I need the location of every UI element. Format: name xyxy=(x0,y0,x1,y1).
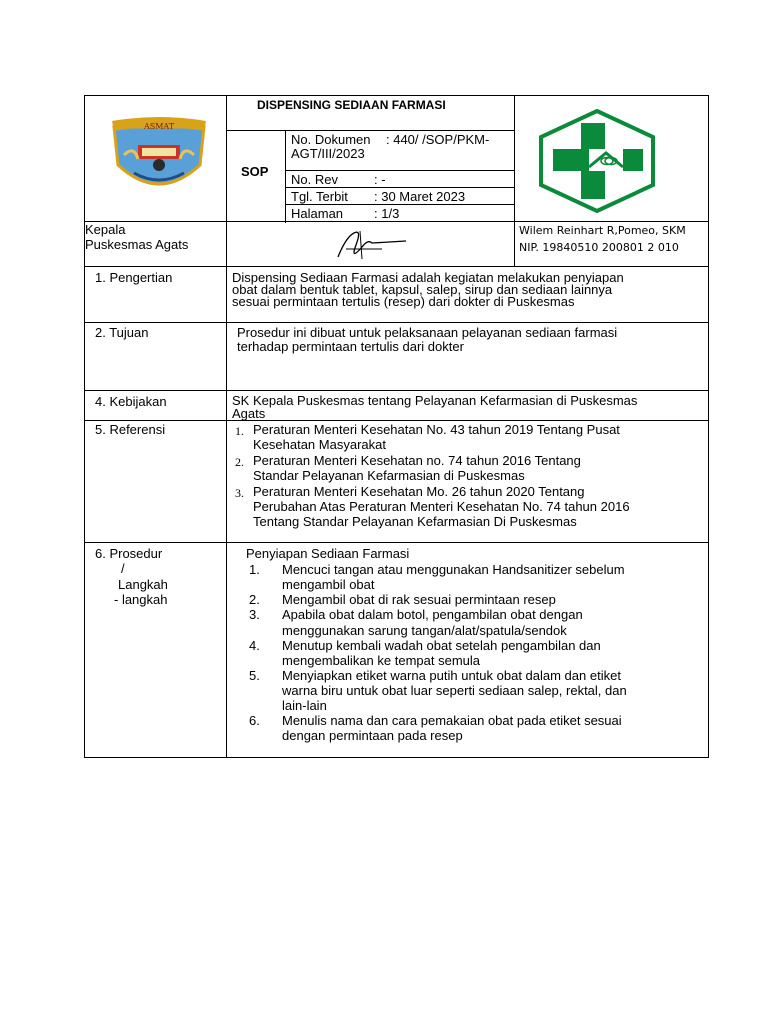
no-dokumen-value: : 440/ /SOP/PKM- xyxy=(386,132,490,147)
referensi-number: 1. xyxy=(235,424,244,438)
step-number: 6. xyxy=(249,713,260,728)
pengertian-line: sesuai permintaan tertulis (resep) dari dokter di Puskesmas xyxy=(232,294,575,309)
step-line: mengembalikan ke tempat semula xyxy=(282,653,480,668)
step-line: Menyiapkan etiket warna putih untuk obat dalam dan etiket xyxy=(282,668,621,683)
sop-document xyxy=(84,95,709,758)
kebijakan-label: 4. Kebijakan xyxy=(95,394,167,409)
referensi-number: 3. xyxy=(235,486,244,500)
signer-name: Wilem Reinhart R,Pomeo, SKM xyxy=(519,224,686,237)
kebijakan-line: Agats xyxy=(232,406,266,421)
step-line: lain-lain xyxy=(282,698,327,713)
prosedur-label: 6. Prosedur xyxy=(95,546,163,561)
no-dokumen-label: No. Dokumen xyxy=(291,132,371,147)
signer-position-line2: Puskesmas Agats xyxy=(85,237,189,252)
document-title: DISPENSING SEDIAAN FARMASI xyxy=(257,98,446,112)
step-line: menggunakan sarung tangan/alat/spatula/sendok xyxy=(282,623,567,638)
asmat-logo-text: ASMAT xyxy=(143,122,175,131)
referensi-number: 2. xyxy=(235,455,244,469)
prosedur-label: Langkah xyxy=(118,577,168,592)
step-line: Apabila obat dalam botol, pengambilan obat dengan xyxy=(282,607,583,622)
step-line: Mencuci tangan atau menggunakan Handsanitizer sebelum xyxy=(282,562,625,577)
halaman-value: : 1/3 xyxy=(374,206,400,221)
step-line: Mengambil obat di rak sesuai permintaan resep xyxy=(282,592,556,607)
prosedur-label: / xyxy=(121,561,125,576)
step-number: 3. xyxy=(249,607,260,622)
step-number: 5. xyxy=(249,668,260,683)
step-number: 4. xyxy=(249,638,260,653)
referensi-line: Standar Pelayanan Kefarmasian di Puskesmas xyxy=(253,468,525,483)
referensi-line: Tentang Standar Pelayanan Kefarmasian Di Puskesmas xyxy=(253,514,577,529)
asmat-regency-logo xyxy=(104,115,214,195)
step-line: Menutup kembali wadah obat setelah pengambilan dan xyxy=(282,638,601,653)
prosedur-heading: Penyiapan Sediaan Farmasi xyxy=(246,546,410,561)
signer-position-line1: Kepala xyxy=(85,222,126,237)
tujuan-label: 2. Tujuan xyxy=(95,325,149,340)
referensi-line: Perubahan Atas Peraturan Menteri Kesehatan No. 74 tahun 2016 xyxy=(253,499,630,514)
referensi-line: Peraturan Menteri Kesehatan Mo. 26 tahun 2020 Tentang xyxy=(253,484,585,499)
no-dokumen-value-cont: AGT/III/2023 xyxy=(291,146,365,161)
step-line: dengan permintaan pada resep xyxy=(282,728,463,743)
referensi-line: Kesehatan Masyarakat xyxy=(253,437,386,452)
prosedur-label: - langkah xyxy=(114,592,168,607)
pengertian-line: obat dalam bentuk tablet, kapsul, salep, sirup dan sediaan lainnya xyxy=(232,282,613,297)
signer-nip: NIP. 19840510 200801 2 010 xyxy=(519,241,679,254)
halaman-label: Halaman xyxy=(291,206,344,221)
pengertian-line: Dispensing Sediaan Farmasi adalah kegiatan melakukan penyiapan xyxy=(232,270,624,285)
tgl-terbit-label: Tgl. Terbit xyxy=(291,189,348,204)
kebijakan-line: SK Kepala Puskesmas tentang Pelayanan Kefarmasian di Puskesmas xyxy=(232,393,638,408)
step-number: 2. xyxy=(249,592,260,607)
step-line: mengambil obat xyxy=(282,577,375,592)
referensi-line: Peraturan Menteri Kesehatan no. 74 tahun 2016 Tentang xyxy=(253,453,581,468)
signature xyxy=(332,227,412,263)
step-number: 1. xyxy=(249,562,260,577)
puskesmas-logo xyxy=(537,109,657,213)
tujuan-line: Prosedur ini dibuat untuk pelaksanaan pelayanan sediaan farmasi xyxy=(237,325,618,340)
sop-label: SOP xyxy=(241,164,269,179)
step-line: Menulis nama dan cara pemakaian obat pada etiket sesuai xyxy=(282,713,622,728)
no-rev-label: No. Rev xyxy=(291,172,338,187)
referensi-label: 5. Referensi xyxy=(95,422,166,437)
referensi-line: Peraturan Menteri Kesehatan No. 43 tahun 2019 Tentang Pusat xyxy=(253,422,620,437)
step-line: warna biru untuk obat luar seperti sediaan salep, rektal, dan xyxy=(282,683,627,698)
tujuan-line: terhadap permintaan tertulis dari dokter xyxy=(237,339,464,354)
pengertian-label: 1. Pengertian xyxy=(95,270,173,285)
no-rev-value: : - xyxy=(374,172,386,187)
tgl-terbit-value: : 30 Maret 2023 xyxy=(374,189,466,204)
